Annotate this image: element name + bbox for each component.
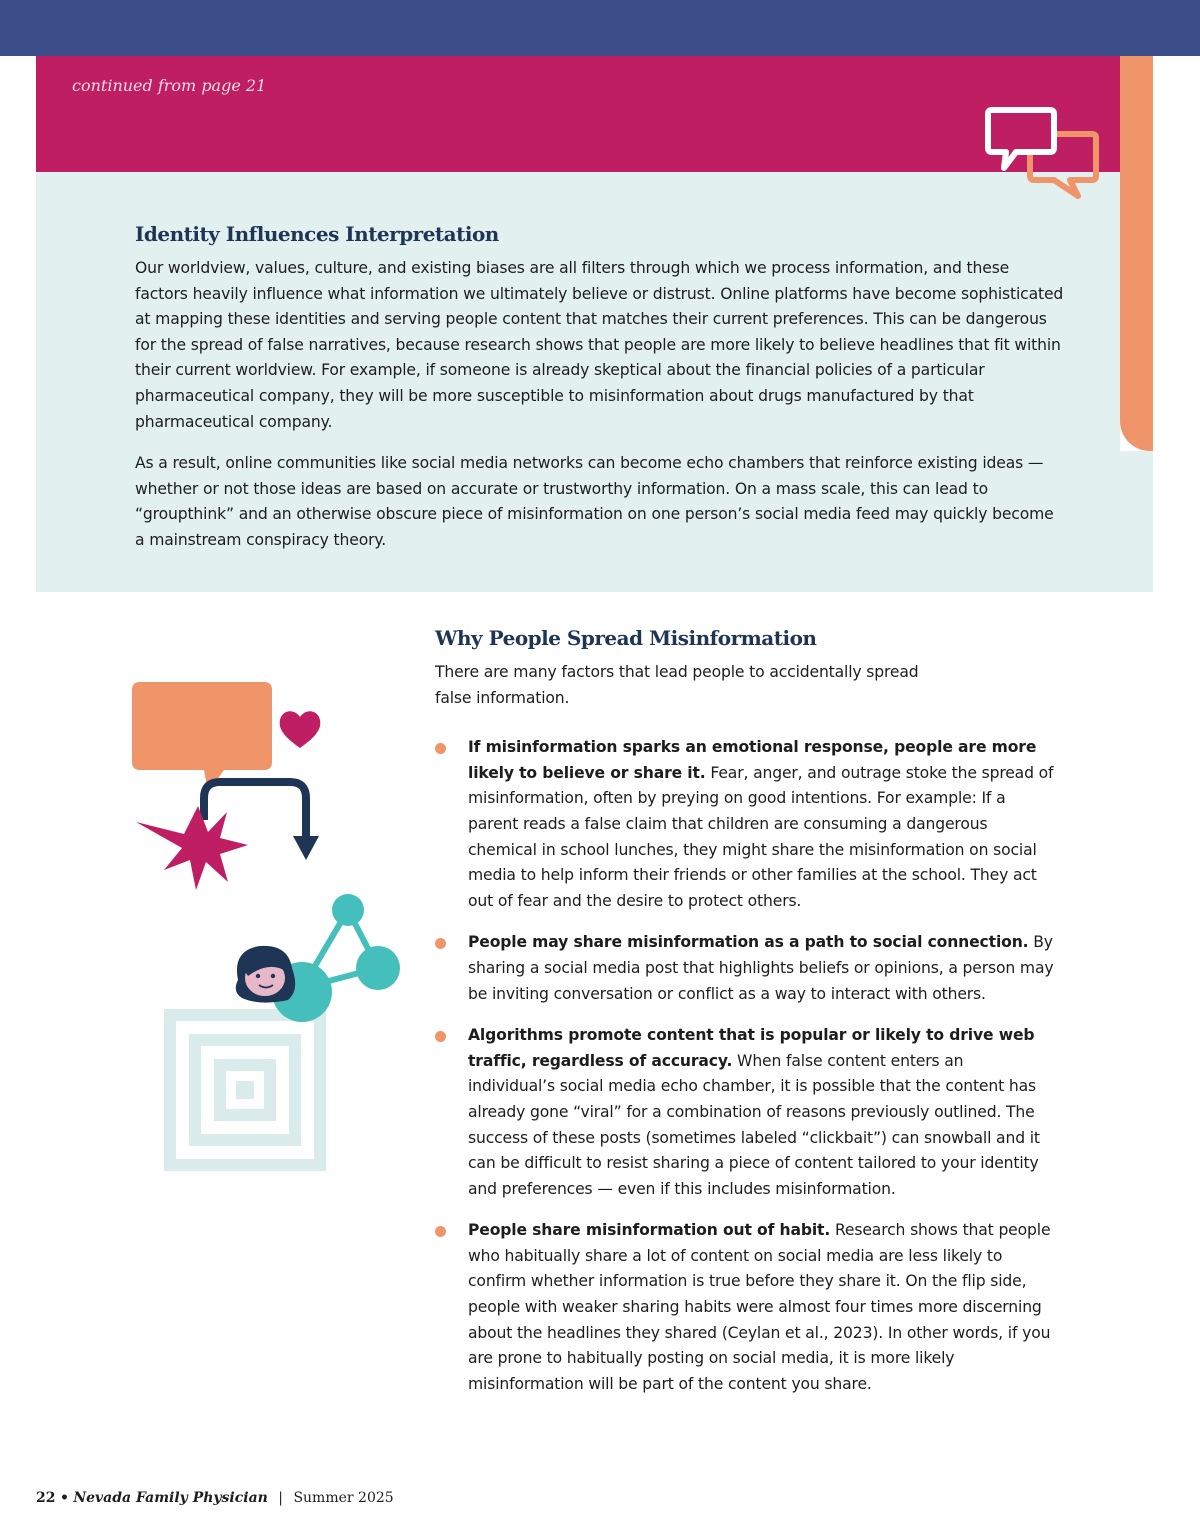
banner xyxy=(36,56,1120,172)
list-item xyxy=(435,1023,1055,1202)
publication-name: Nevada Family Physician xyxy=(73,1490,268,1506)
spread-list xyxy=(435,735,1055,1397)
bullet-dot-icon xyxy=(435,743,446,754)
bullet-dot-icon xyxy=(435,1031,446,1042)
list-item-text: Fear, anger, and outrage stoke the spread of misinformation, often by preying on good intentions. For example: If a parent reads a false claim that children are consuming a dangerous chemical in school lunches, they might share the misinformation on social media to help inform their friends or other families at the school. They act out of fear and the desire to protect others. xyxy=(468,763,1054,910)
identity-paragraph-2: As a result, online communities like social media networks can become echo chambers that reinforce existing ideas — whether or not those ideas are based on accurate or trustworthy information. On a mass scale, this can lead to “groupthink” and an otherwise obscure piece of misinformation on one person’s social media feed may quickly become a mainstream conspiracy theory. xyxy=(135,454,1054,549)
speech-bubble-icon xyxy=(132,682,272,792)
person-icon xyxy=(236,946,295,1003)
list-item-lead: People may share misinformation as a path to social connection. xyxy=(468,933,1029,952)
identity-section xyxy=(135,222,1065,570)
top-bar xyxy=(0,0,1200,56)
spread-intro: There are many factors that lead people to accidentally spread false information. xyxy=(435,663,919,707)
list-item-text: By sharing a social media post that highlights beliefs or opinions, a person may be inviting conversation or conflict as a way to interact with others. xyxy=(468,933,1054,1003)
burst-icon xyxy=(136,806,248,890)
chat-bubbles-icon xyxy=(982,100,1102,204)
list-item-lead: If misinformation sparks an emotional response, people are more likely to believe or share it. xyxy=(468,738,1037,782)
list-item-lead: Algorithms promote content that is popular or likely to drive web traffic, regardless of accuracy. xyxy=(468,1026,1035,1070)
bullet-dot-icon xyxy=(435,938,446,949)
continued-note: continued from page 21 xyxy=(72,76,267,95)
issue-label: Summer 2025 xyxy=(293,1490,394,1506)
bullet-dot-icon xyxy=(435,1226,446,1237)
spread-heading: Why People Spread Misinformation xyxy=(435,626,817,650)
spread-section xyxy=(435,626,1055,1413)
section-panel-extension xyxy=(1120,451,1153,592)
side-tab xyxy=(1120,56,1153,451)
footer-divider: | xyxy=(278,1490,283,1506)
list-item-lead: People share misinformation out of habit. xyxy=(468,1221,831,1240)
list-item xyxy=(435,1218,1055,1397)
concentric-squares-icon xyxy=(170,1015,320,1165)
page-footer xyxy=(36,1490,394,1506)
list-item xyxy=(435,735,1055,914)
heart-icon xyxy=(280,711,321,748)
network-icon xyxy=(272,894,400,1022)
list-item-text: When false content enters an individual’s social media echo chamber, it is possible that the content has already gone “viral” for a combination of reasons previously outlined. The success of these posts (sometimes labeled “clickbait”) can snowball and it can be difficult to resist sharing a piece of content tailored to your identity and preferences — even if this includes misinformation. xyxy=(468,1051,1040,1198)
page-number: 22 xyxy=(36,1490,56,1506)
identity-paragraph-1: Our worldview, values, culture, and existing biases are all filters through which we process information, and these factors heavily influence what information we ultimately believe or distrust. Online platforms have become sophisticated at mapping these identities and serving people content that matches their current preferences. This can be dangerous for the spread of false narratives, because research shows that people are more likely to believe headlines that fit within their current worldview. For example, if someone is already skeptical about the financial policies of a particular pharmaceutical company, they will be more susceptible to misinformation about drugs manufactured by that pharmaceutical company. xyxy=(135,259,1064,431)
footer-bullet: • xyxy=(59,1490,69,1506)
list-item xyxy=(435,930,1055,1007)
identity-heading: Identity Influences Interpretation xyxy=(135,222,499,246)
list-item-text: Research shows that people who habitually share a lot of content on social media are less likely to confirm whether information is true before they share it. On the flip side, people with weaker sharing habits were almost four times more discerning about the headlines they shared (Ceylan et al., 2023). In other words, if you are prone to habitually posting on social media, it is more likely misinformation will be part of the content you share. xyxy=(468,1221,1051,1393)
misinformation-illustration xyxy=(120,670,420,1190)
